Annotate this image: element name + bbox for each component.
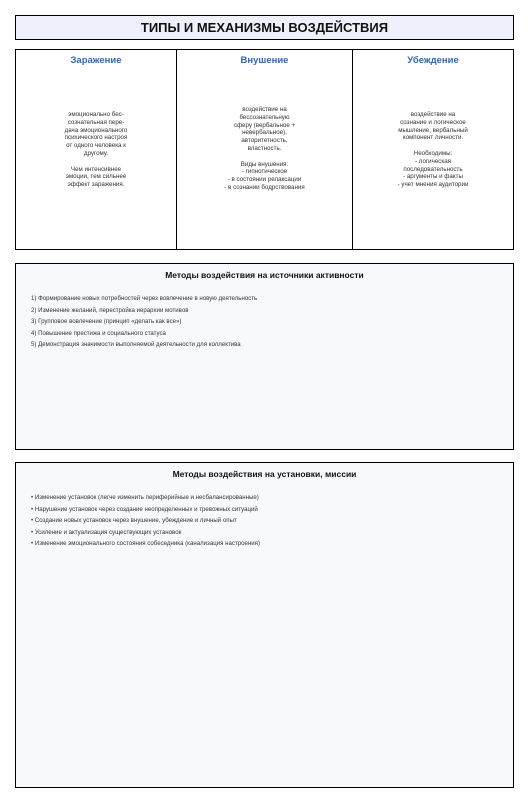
description-line: эффект заражения. bbox=[67, 181, 125, 189]
description-line: воздействие на bbox=[410, 111, 456, 118]
description-line: психического настроя bbox=[64, 134, 128, 142]
description-line: последовательность bbox=[403, 165, 463, 173]
type-heading: Убеждение bbox=[407, 55, 459, 66]
description-line: Виды внушения: bbox=[240, 160, 289, 168]
description-line: - в сознании бодрствования bbox=[224, 183, 305, 191]
list-item: • Усиление и актуализация существующих установок bbox=[31, 528, 182, 536]
description-line: эмоционально бес- bbox=[68, 111, 124, 118]
description-line: - учет мнения аудитории bbox=[397, 181, 469, 189]
type-column-contagion bbox=[16, 50, 177, 249]
list-item: • Изменение установок (легче изменить периферийные и несбалансированные) bbox=[31, 494, 259, 501]
description-line: - логическая bbox=[414, 157, 451, 165]
description-line: - в состоянии релаксации bbox=[227, 176, 302, 184]
description-line: Необходимы: bbox=[413, 149, 453, 157]
description-line: властность. bbox=[247, 144, 282, 152]
description-line: сферу (вербальное + bbox=[233, 121, 296, 129]
activity-methods-panel bbox=[15, 263, 514, 450]
list-item: 4) Повышение престижа и социального статуса bbox=[31, 329, 166, 337]
spacer bbox=[353, 142, 513, 150]
type-heading: Внушение bbox=[240, 55, 289, 66]
type-column-suggestion bbox=[177, 50, 353, 249]
description-line: другому. bbox=[83, 149, 109, 157]
description-line: - гипнотическое bbox=[241, 168, 288, 176]
description-line: невербальное), bbox=[242, 129, 287, 137]
description-line: сознательная пере- bbox=[67, 118, 125, 126]
type-column-persuasion bbox=[353, 50, 513, 249]
spacer bbox=[16, 158, 176, 166]
page-title: ТИПЫ И МЕХАНИЗМЫ ВОЗДЕЙСТВИЯ bbox=[140, 20, 389, 35]
type-description bbox=[353, 111, 513, 189]
spacer bbox=[177, 153, 352, 161]
type-heading: Заражение bbox=[70, 55, 122, 66]
type-description bbox=[177, 106, 352, 192]
list-item: 1) Формирование новых потребностей через вовлечение в новую деятельность bbox=[31, 295, 258, 302]
description-line: сознание и логическое bbox=[400, 118, 466, 126]
description-line: бессознательную bbox=[239, 113, 290, 121]
description-line: дача эмоционального bbox=[64, 126, 128, 134]
activity-methods-list bbox=[31, 293, 257, 351]
description-line: Чем интенсивнее bbox=[70, 165, 122, 173]
list-item: • Изменение эмоционального состояния собеседника (канализация настроения) bbox=[31, 540, 260, 548]
list-item: • Нарушение установок через создание неопределенных и тревожных ситуаций bbox=[31, 505, 258, 513]
description-line: от одного человека к bbox=[66, 142, 126, 150]
panel-title: Методы воздействия на источники активности bbox=[165, 270, 364, 280]
type-description bbox=[16, 111, 176, 189]
influence-types-table bbox=[15, 49, 514, 250]
attitude-methods-panel bbox=[15, 462, 514, 788]
attitude-methods-list bbox=[31, 492, 260, 550]
description-line: - аргументы и факты bbox=[403, 173, 463, 181]
description-line: мышление, вербальный bbox=[398, 126, 468, 134]
description-line: воздействие на bbox=[242, 106, 287, 113]
list-item: 3) Групповое вовлечение (принцип «делать как все») bbox=[31, 318, 182, 326]
list-item: 2) Изменение желаний, перестройка иерархии мотивов bbox=[31, 306, 189, 314]
list-item: • Создание новых установок через внушение, убеждение и личный опыт bbox=[31, 517, 237, 525]
panel-title: Методы воздействия на установки, миссии bbox=[172, 469, 357, 479]
description-line: авторитетность, bbox=[241, 137, 288, 145]
description-line: эмоции, тем сильнее bbox=[65, 173, 127, 181]
description-line: компонент личности. bbox=[402, 134, 464, 142]
title-box bbox=[15, 15, 514, 40]
list-item: 5) Демонстрация значимости выполняемой деятельности для коллектива bbox=[31, 341, 241, 349]
